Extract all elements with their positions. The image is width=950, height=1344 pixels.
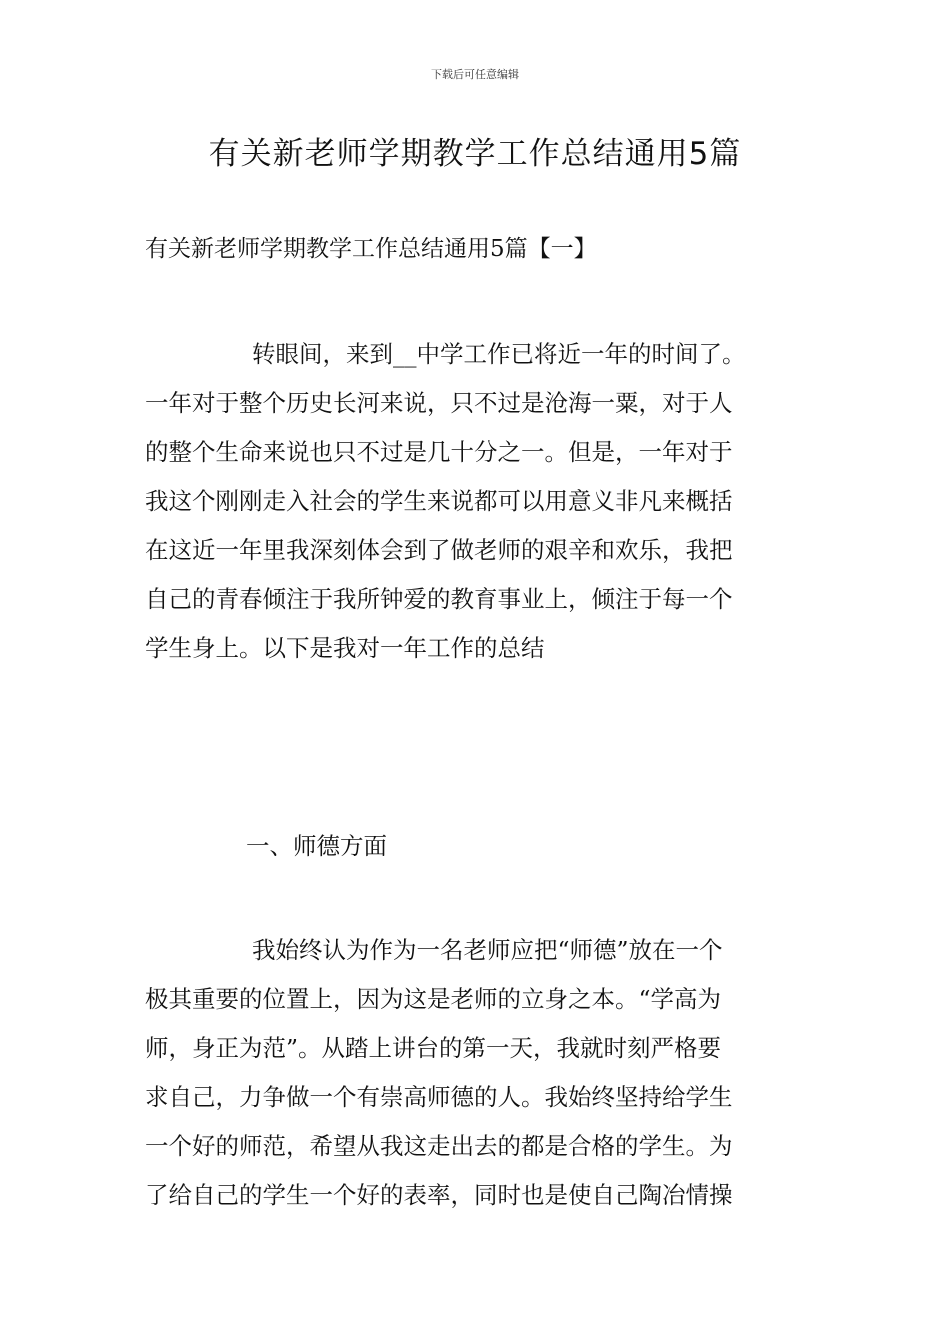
header-note: 下载后可任意编辑	[431, 68, 519, 81]
section-title: 有关新老师学期教学工作总结通用5篇【一】	[145, 236, 597, 262]
paragraph-line: 极其重要的位置上，因为这是老师的立身之本。“学高为	[145, 985, 722, 1013]
paragraph-line: 我始终认为作为一名老师应把“师德”放在一个	[252, 936, 723, 964]
paragraph-line: 一个好的师范，希望从我这走出去的都是合格的学生。为	[145, 1132, 733, 1160]
paragraph-line: 在这近一年里我深刻体会到了做老师的艰辛和欢乐，我把	[145, 536, 733, 564]
paragraph-line: 师，身正为范”。从踏上讲台的第一天，我就时刻严格要	[145, 1034, 722, 1062]
paragraph-line: 自己的青春倾注于我所钟爱的教育事业上，倾注于每一个	[145, 585, 733, 613]
paragraph-line: 转眼间，来到__中学工作已将近一年的时间了。	[252, 340, 746, 368]
paragraph-line: 求自己，力争做一个有崇高师德的人。我始终坚持给学生	[145, 1083, 733, 1111]
paragraph-line: 了给自己的学生一个好的表率，同时也是使自己陶冶情操	[145, 1181, 733, 1209]
document-title: 有关新老师学期教学工作总结通用5篇	[208, 136, 742, 172]
paragraph-line: 学生身上。以下是我对一年工作的总结	[145, 634, 545, 662]
paragraph-line: 一年对于整个历史长河来说，只不过是沧海一粟，对于人	[145, 389, 733, 417]
paragraph-intro	[145, 330, 807, 673]
paragraph-line: 我这个刚刚走入社会的学生来说都可以用意义非凡来概括	[145, 487, 733, 515]
subheading-teacher-ethics: 一、师德方面	[246, 832, 387, 860]
paragraph-ethics	[145, 926, 807, 1220]
paragraph-line: 的整个生命来说也只不过是几十分之一。但是，一年对于	[145, 438, 733, 466]
